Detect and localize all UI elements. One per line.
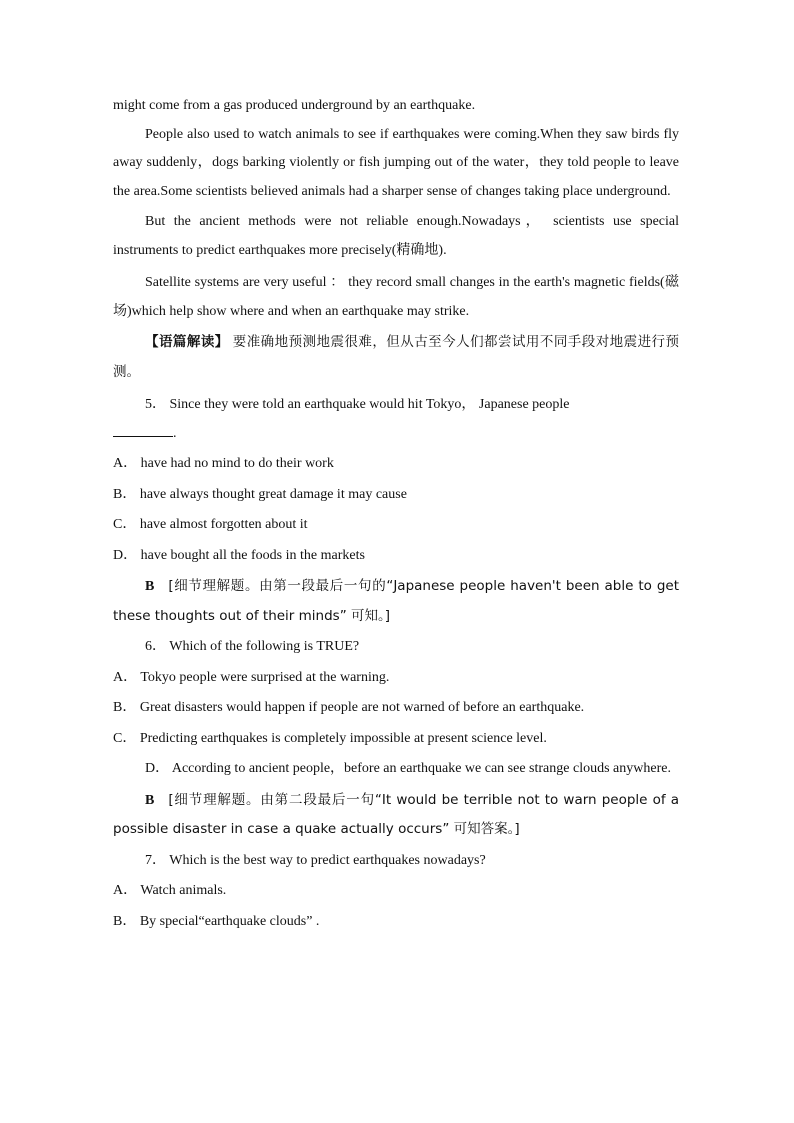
question-6-answer	[113, 786, 679, 845]
question-6-option-b: B． Great disasters would happen if people are not warned of before an earthquake.	[113, 700, 585, 715]
question-5-answer-letter: B	[145, 579, 155, 594]
question-7-stem: 7． Which is the best way to predict earthquakes nowadays?	[145, 852, 486, 868]
summary-text: 要准确地预测地震很难，但从古至今人们都尝试用不同手段对地震进行预测。	[113, 334, 680, 380]
question-5-option-c: C． have almost forgotten about it	[113, 517, 308, 532]
document-page	[113, 92, 679, 936]
question-6-stem: 6． Which of the following is TRUE?	[145, 639, 360, 654]
question-5-option-b: B． have always thought great damage it may cause	[113, 486, 407, 502]
question-5-answer	[113, 572, 679, 631]
paragraph-4: Satellite systems are very useful ： they record small changes in the earth's magnetic fields(磁场)which help show where and when an earthquake may strike.	[113, 275, 679, 319]
paragraph-1: might come from a gas produced underground by an earthquake.	[113, 98, 476, 113]
question-6-explanation: [细节理解题。由第二段最后一句“It would be terrible not to warn people of a possible disaster in case a quake actually occurs” 可知答案。]	[113, 791, 679, 837]
question-6-option-a: A． Tokyo people were surprised at the warning.	[113, 669, 390, 685]
question-5-explanation: [细节理解题。由第一段最后一句的“Japanese people haven't been able to get these thoughts out of their minds” 可知。]	[113, 578, 679, 624]
paragraph-3: But the ancient methods were not reliable enough.Nowadays， scientists use special instruments to predict earthquakes more precisely(精确地).	[113, 214, 679, 258]
question-6-option-d: D． According to ancient people，before an earthquake we can see strange clouds anywhere.	[145, 761, 671, 776]
question-6-answer-letter: B	[145, 792, 155, 808]
paragraph-2: People also used to watch animals to see if earthquakes were coming.When they saw birds fly away suddenly，dogs barking violently or fish jumping out of the water，they told people to leave the area.Some scientists believed animals had a sharper sense of changes taking place underground.	[113, 126, 679, 199]
question-6-option-c: C． Predicting earthquakes is completely impossible at present science level.	[113, 730, 547, 746]
question-7-option-a: A． Watch animals.	[113, 883, 227, 898]
question-5-option-d: D． have bought all the foods in the markets	[113, 547, 365, 563]
question-5-text: 5． Since they were told an earthquake would hit Tokyo， Japanese people	[145, 397, 570, 412]
question-5-end: .	[173, 425, 177, 441]
summary-label: 【语篇解读】	[145, 334, 229, 350]
question-5-stem	[113, 391, 679, 448]
question-7-option-b: B． By special“earthquake clouds” .	[113, 913, 320, 929]
answer-blank	[113, 422, 173, 437]
question-5-option-a: A． have had no mind to do their work	[113, 456, 334, 471]
summary	[113, 328, 679, 387]
